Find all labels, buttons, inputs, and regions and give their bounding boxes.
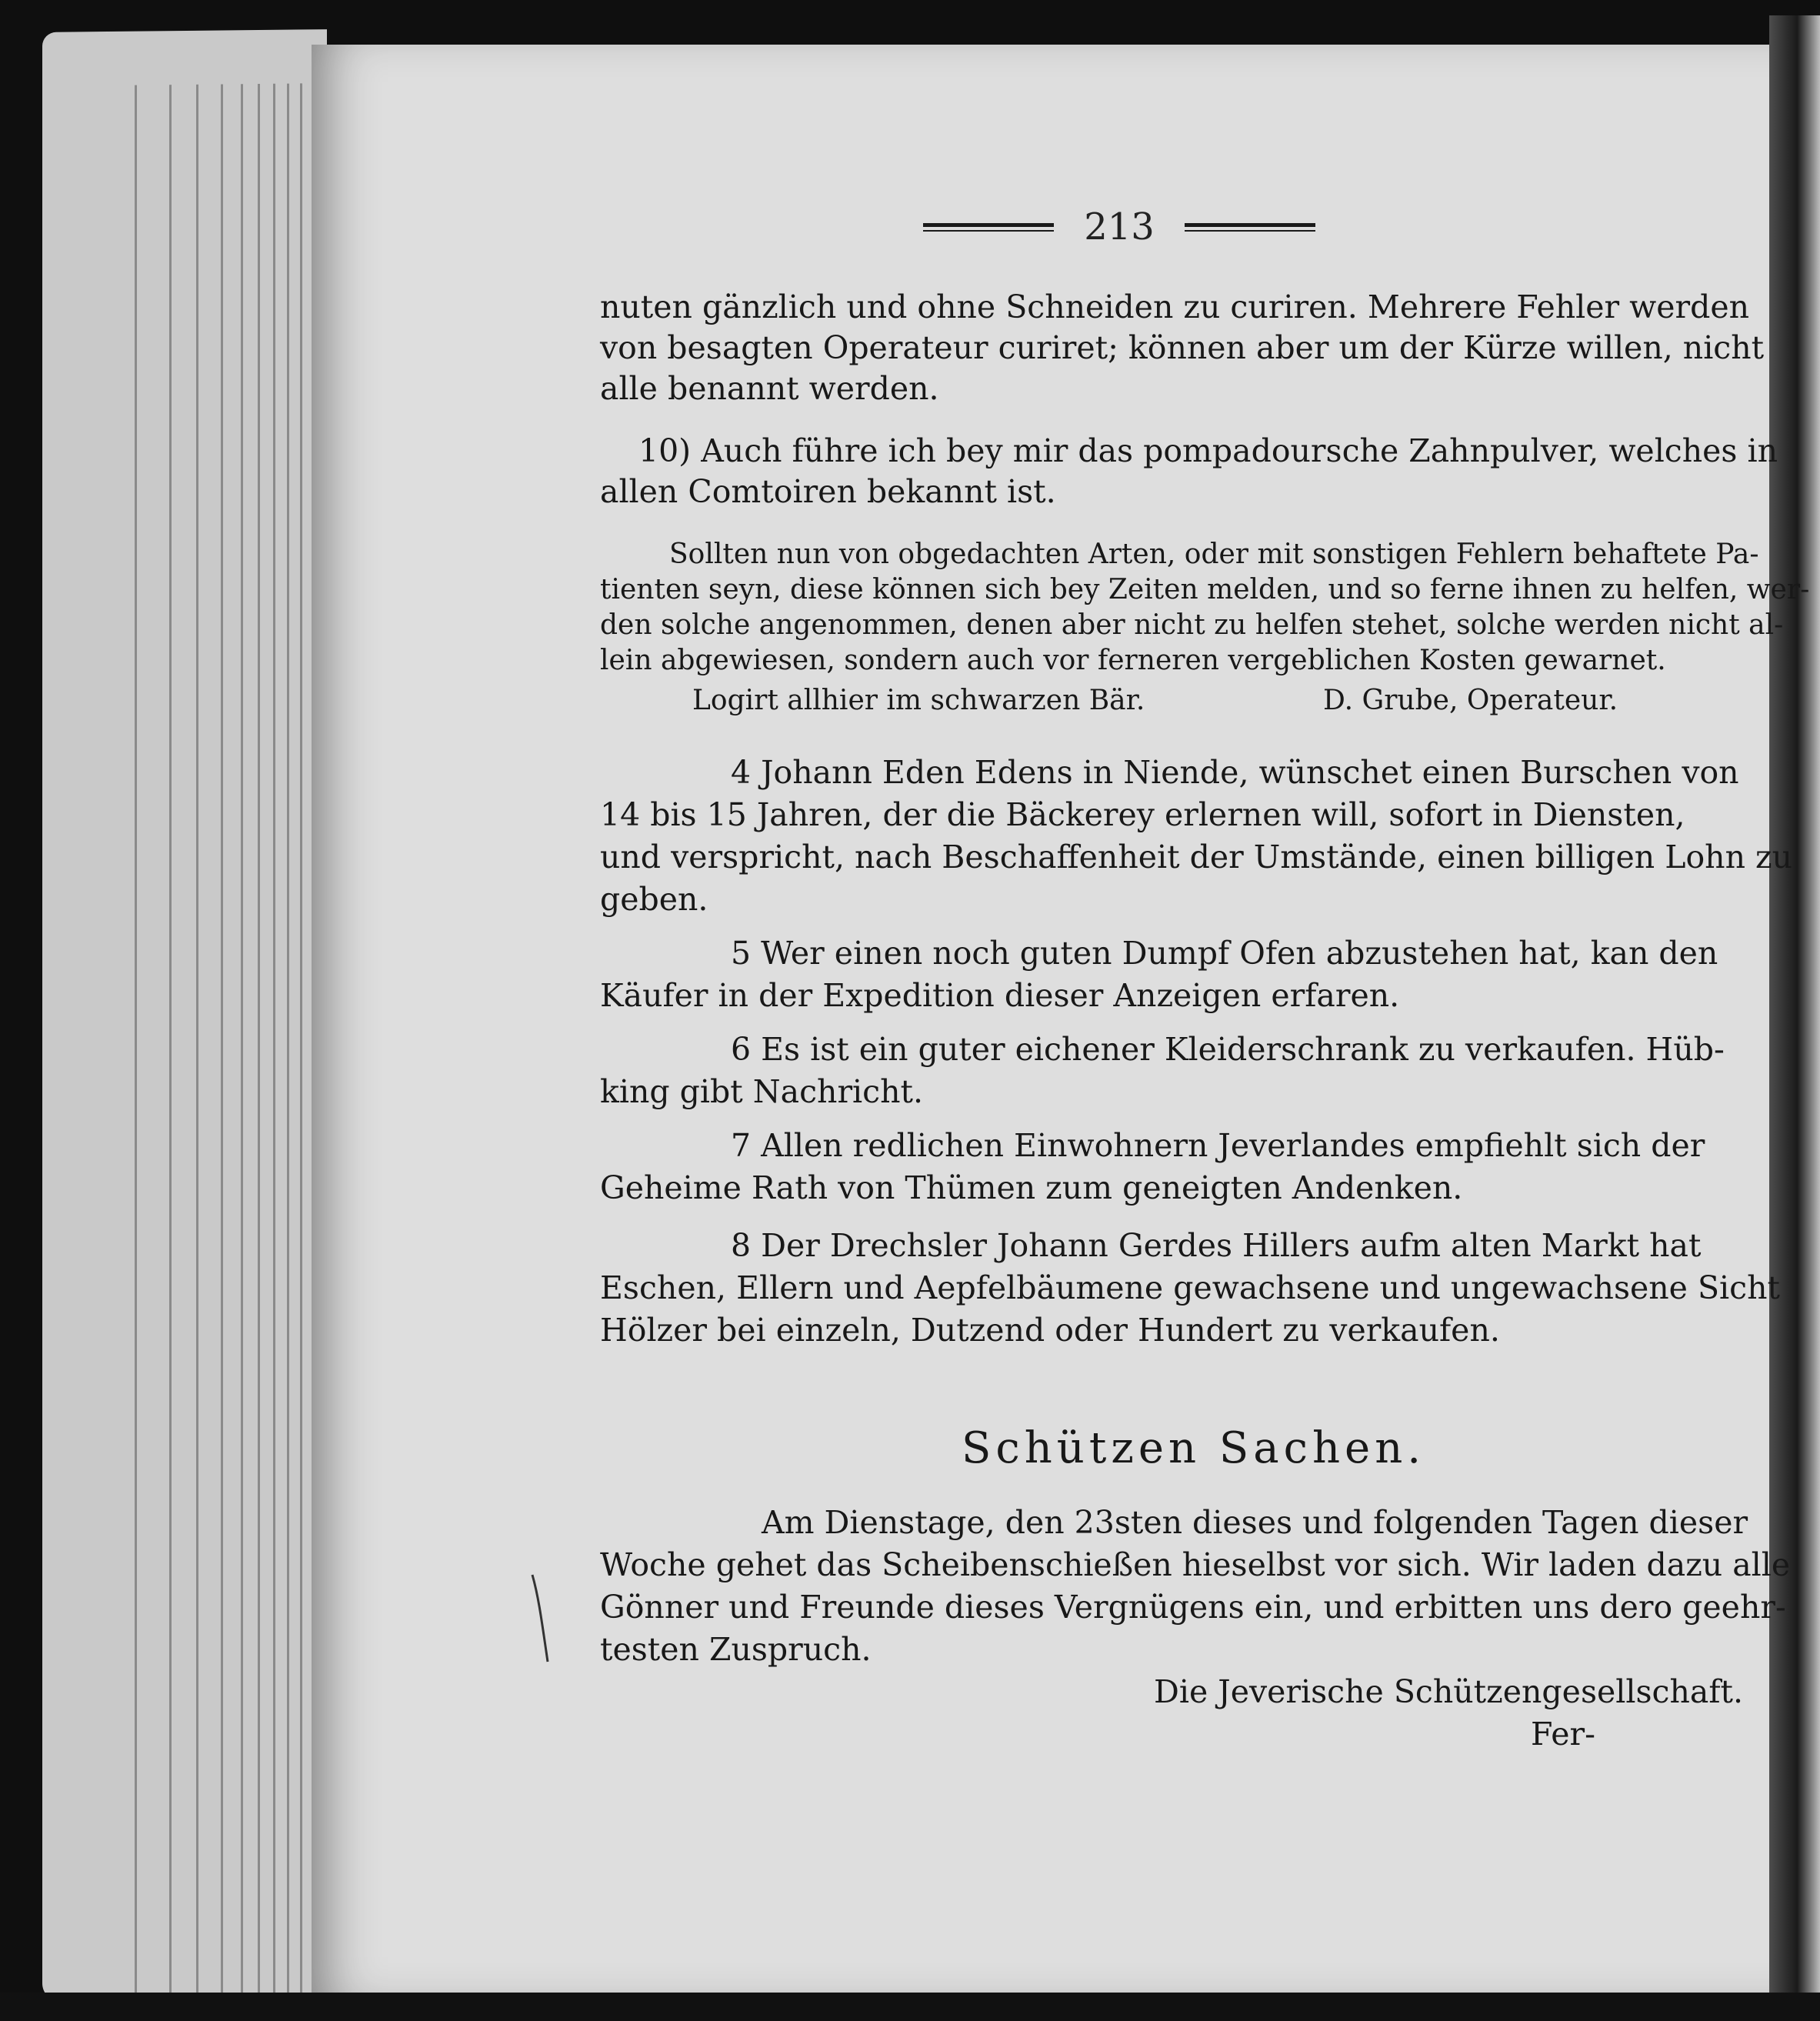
- pen-mark: [531, 1573, 554, 1666]
- text-line: von besagten Operateur curiret; können aber um der Kürze willen, nicht: [600, 329, 1765, 366]
- text-line: 8 Der Drechsler Johann Gerdes Hillers aufm alten Markt hat: [731, 1227, 1702, 1264]
- text-line: den solche angenommen, denen aber nicht zu helfen stehet, solche werden nicht al-: [600, 609, 1784, 641]
- book-fore-edge: [42, 29, 327, 2002]
- text-line: Hölzer bei einzeln, Dutzend oder Hundert zu verkaufen.: [600, 1312, 1500, 1349]
- text-line: alle benannt werden.: [600, 370, 939, 407]
- text-line: 7 Allen redlichen Einwohnern Jeverlandes empfiehlt sich der: [731, 1127, 1705, 1164]
- text-line: 5 Wer einen noch guten Dumpf Ofen abzustehen hat, kan den: [731, 935, 1718, 972]
- text-line: 10) Auch führe ich bey mir das pompadoursche Zahnpulver, welches in: [638, 432, 1778, 469]
- text-line: testen Zuspruch.: [600, 1631, 872, 1668]
- text-line: 6 Es ist ein guter eichener Kleiderschrank zu verkaufen. Hüb-: [731, 1031, 1725, 1068]
- text-line: Eschen, Ellern und Aepfelbäumene gewachsene und ungewachsene Sicht: [600, 1269, 1781, 1306]
- running-head-rule: [923, 223, 1054, 232]
- text-line: tienten seyn, diese können sich bey Zeiten melden, und so ferne ihnen zu helfen, wer-: [600, 574, 1810, 605]
- text-line: Geheime Rath von Thümen zum geneigten Andenken.: [600, 1169, 1463, 1206]
- text-line: king gibt Nachricht.: [600, 1073, 924, 1110]
- text-line: Am Dienstage, den 23sten dieses und folgenden Tagen dieser: [762, 1504, 1748, 1541]
- text-line: 14 bis 15 Jahren, der die Bäckerey erlernen will, sofort in Diensten,: [600, 796, 1685, 833]
- text-line: Gönner und Freunde dieses Vergnügens ein, und erbitten uns dero geehr-: [600, 1589, 1786, 1626]
- page-number: 213: [1084, 205, 1155, 248]
- text-line: nuten gänzlich und ohne Schneiden zu curiren. Mehrere Fehler werden: [600, 288, 1749, 325]
- book-gutter: [1769, 15, 1820, 2021]
- lodging-line: Logirt allhier im schwarzen Bär.: [692, 685, 1145, 716]
- signature-grube: D. Grube, Operateur.: [1323, 685, 1618, 716]
- text-line: Woche gehet das Scheibenschießen hieselbst vor sich. Wir laden dazu alle: [600, 1546, 1791, 1583]
- text-line: geben.: [600, 881, 708, 918]
- running-head: [923, 204, 1315, 250]
- text-line: Käufer in der Expedition dieser Anzeigen erfaren.: [600, 977, 1400, 1014]
- catchword: Fer-: [1531, 1716, 1595, 1753]
- text-line: lein abgewiesen, sondern auch vor ferneren vergeblichen Kosten gewarnet.: [600, 645, 1666, 676]
- signature-schuetzengesellschaft: Die Jeverische Schützengesellschaft.: [1154, 1673, 1744, 1710]
- running-head-rule: [1185, 223, 1315, 232]
- text-line: 4 Johann Eden Edens in Niende, wünschet einen Burschen von: [731, 754, 1739, 791]
- text-line: Sollten nun von obgedachten Arten, oder mit sonstigen Fehlern behaftete Pa-: [669, 539, 1759, 570]
- text-line: allen Comtoiren bekannt ist.: [600, 473, 1056, 510]
- text-line: und verspricht, nach Beschaffenheit der Umstände, einen billigen Lohn zu: [600, 839, 1793, 875]
- scan-background: [0, 1993, 1820, 2021]
- section-heading: Schützen Sachen.: [962, 1423, 1426, 1473]
